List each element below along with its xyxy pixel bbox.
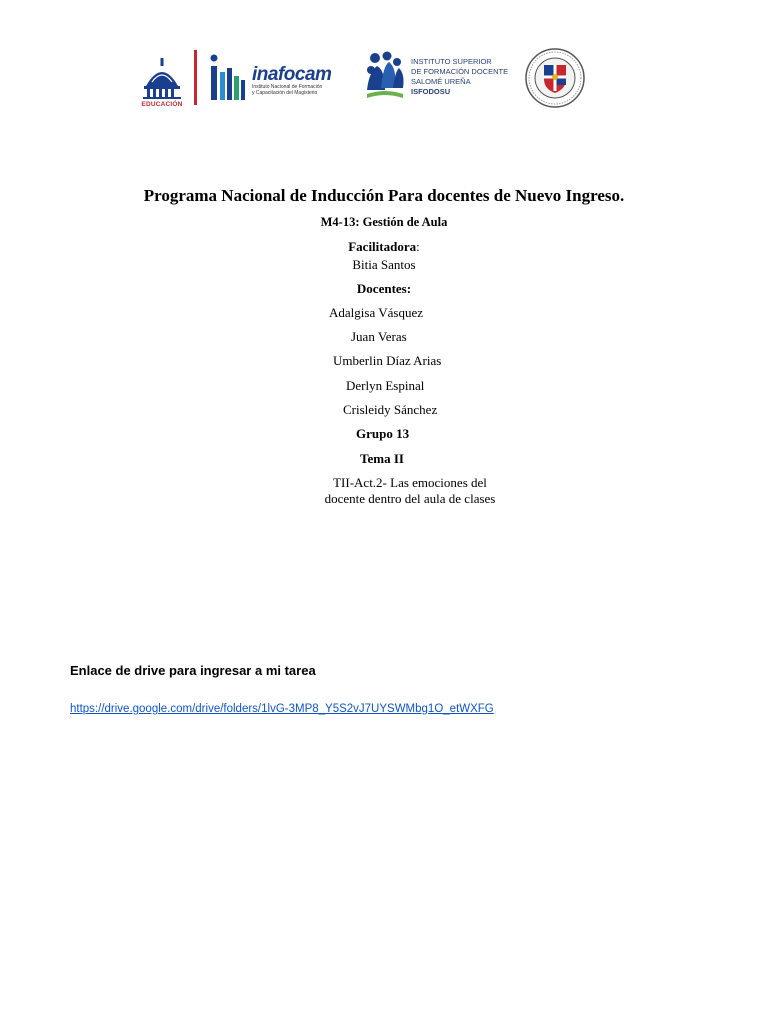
drive-link[interactable]: https://drive.google.com/drive/folders/1lvG-3MP8_Y5S2vJ7UYSWMbg1O_etWXFG: [70, 703, 494, 715]
header-logos: [0, 44, 768, 114]
bars-icon: [210, 54, 246, 102]
isfodosu-line4: ISFODOSU: [411, 87, 451, 96]
teachers-label: Docentes:: [356, 281, 412, 296]
module-code: M4-13: Gestión de Aula: [320, 215, 448, 229]
inafocam-sub2: y Capacitación del Magisterio: [252, 90, 318, 96]
educacion-logo: [138, 52, 186, 108]
document-title: Programa Nacional de Inducción Para docentes de Nuevo Ingreso.: [143, 186, 625, 205]
facilitator-label: [0, 239, 768, 255]
logo-divider: [194, 50, 197, 105]
seal-icon: [524, 47, 586, 109]
isfodosu-line2: DE FORMACIÓN DOCENTE: [411, 67, 509, 76]
facilitator-name: Bitia Santos: [352, 257, 416, 272]
inafocam-sub1: Instituto Nacional de Formación: [252, 84, 323, 90]
inafocam-name: inafocam: [252, 64, 332, 85]
isfodosu-line3: SALOMÉ UREÑA: [411, 77, 471, 86]
facilitator-label-text: Facilitadora: [348, 239, 417, 254]
isfodosu-logo-text: [411, 57, 508, 97]
people-book-icon: [363, 50, 407, 104]
group-label: Grupo 13: [356, 426, 410, 441]
drive-heading: Enlace de drive para ingresar a mi tarea: [70, 663, 316, 678]
inafocam-logo-mark: [210, 54, 246, 102]
teacher-name: Crisleidy Sánchez: [343, 402, 438, 417]
isfodosu-line1: INSTITUTO SUPERIOR: [411, 57, 492, 66]
inafocam-logo-text: [252, 66, 332, 96]
isfodosu-logo-mark: [363, 50, 407, 104]
educacion-label: EDUCACIÓN: [141, 101, 183, 108]
dome-icon: [138, 52, 186, 100]
facilitator-label-colon: :: [416, 239, 420, 254]
university-seal: [524, 47, 586, 109]
activity-line2: docente dentro del aula de clases: [324, 491, 496, 506]
teacher-name: Derlyn Espinal: [346, 378, 425, 393]
activity-line1: TII-Act.2- Las emociones del: [333, 475, 487, 490]
teacher-name: Umberlin Díaz Arias: [333, 353, 442, 368]
activity-title: [310, 475, 510, 507]
teacher-name: Adalgisa Vásquez: [329, 305, 423, 320]
topic-label: Tema II: [360, 451, 404, 466]
teacher-name: Juan Veras: [351, 329, 407, 344]
